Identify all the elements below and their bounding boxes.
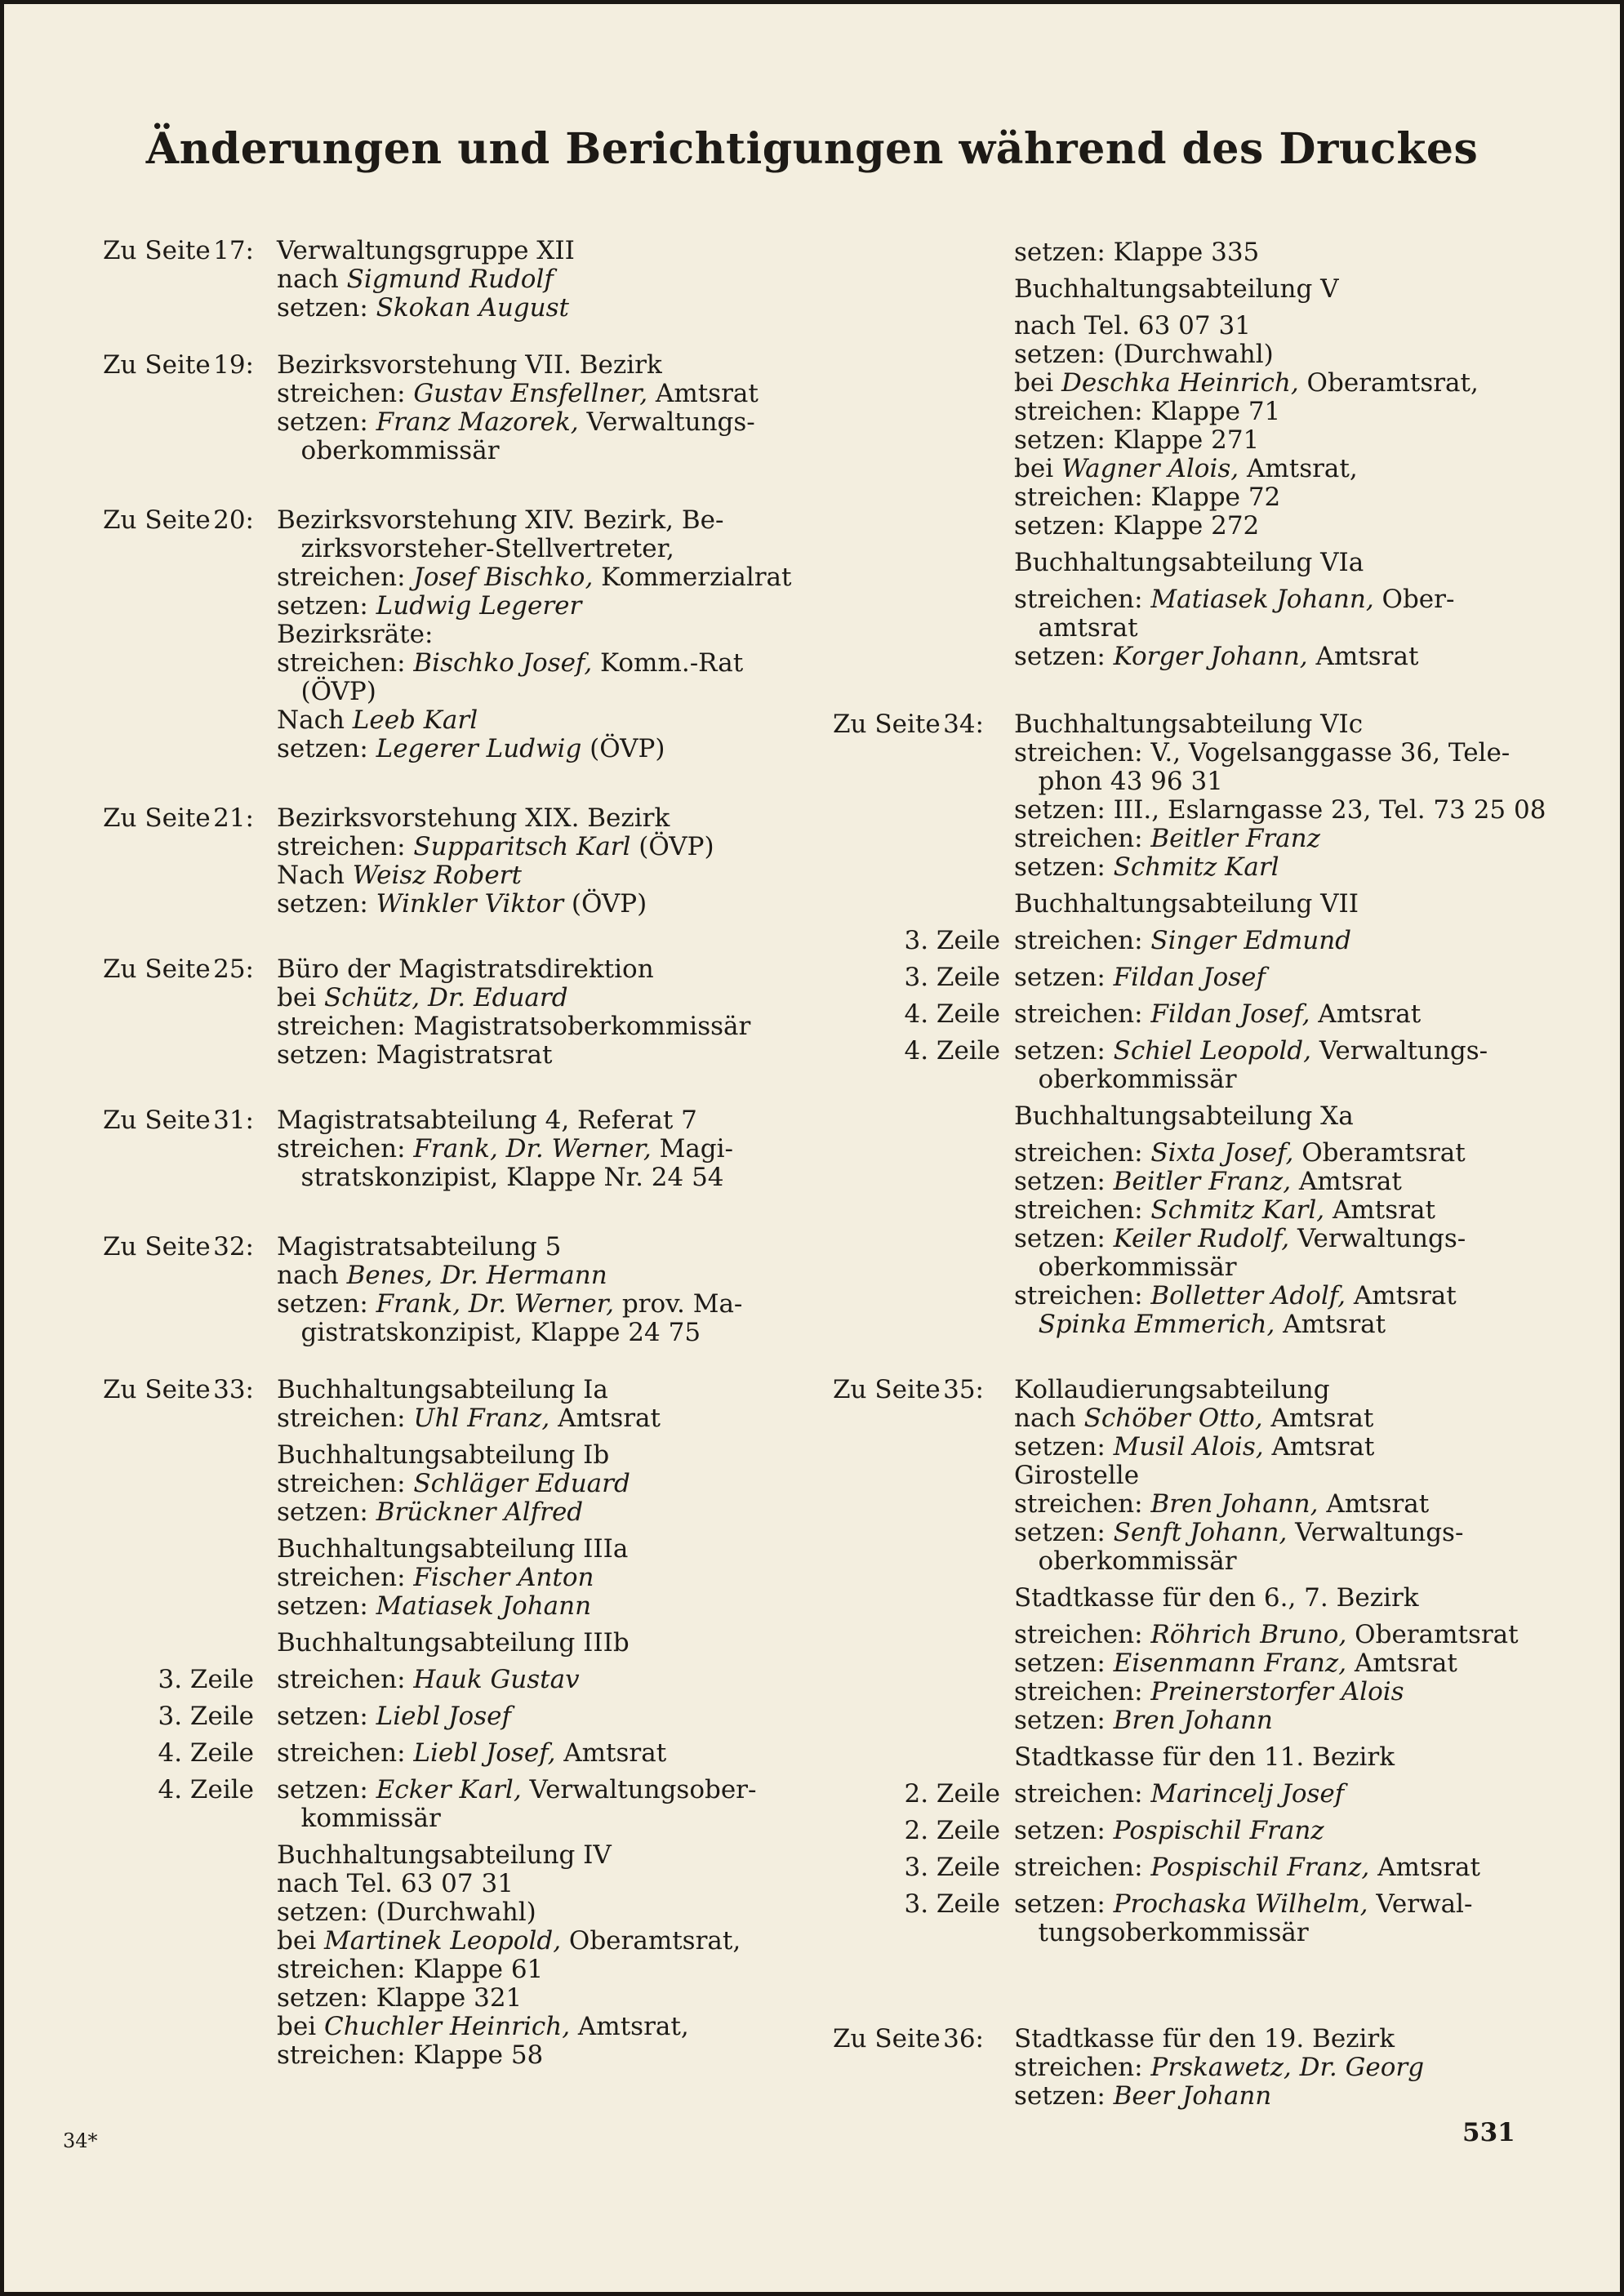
entry-line: streichen: Frank, Dr. Werner, Magi- bbox=[277, 1134, 734, 1164]
entry-line: setzen: Legerer Ludwig (ÖVP) bbox=[277, 734, 665, 763]
entry-line: Buchhaltungsabteilung Ia bbox=[277, 1375, 608, 1404]
name-text: Fischer Anton bbox=[413, 1563, 594, 1592]
entry-line: kommissär bbox=[277, 1804, 441, 1833]
name-text: Bren Johann, bbox=[1150, 1489, 1319, 1519]
name-text: Pospischil Franz bbox=[1113, 1816, 1324, 1845]
entry-line: Buchhaltungsabteilung VIa bbox=[1014, 548, 1364, 577]
entry-line: setzen: Fildan Josef bbox=[1014, 963, 1266, 992]
entry-line: streichen: Schmitz Karl, Amtsrat bbox=[1014, 1195, 1435, 1225]
entry-lines bbox=[277, 1233, 742, 1347]
entry-line: bei Wagner Alois, Amtsrat, bbox=[1014, 454, 1358, 483]
entry-line: streichen: V., Vogelsanggasse 36, Tele- bbox=[1014, 738, 1511, 768]
entry-line: Stadtkasse für den 19. Bezirk bbox=[1014, 2024, 1395, 2053]
page-reference: Zu Seite 31: bbox=[103, 1106, 254, 1135]
name-text: Ecker Karl, bbox=[376, 1775, 522, 1804]
name-text: Keiler Rudolf, bbox=[1113, 1224, 1290, 1253]
page-reference: Zu Seite 19: bbox=[103, 350, 254, 380]
entry-line: streichen: Matiasek Johann, Ober- bbox=[1014, 585, 1455, 614]
entry-line: streichen: Gustav Ensfellner, Amtsrat bbox=[277, 379, 759, 408]
name-text: Schmitz Karl, bbox=[1150, 1195, 1325, 1225]
name-text: Frank, Dr. Werner, bbox=[376, 1289, 614, 1319]
entry-line: streichen: Prskawetz, Dr. Georg bbox=[1014, 2053, 1425, 2082]
entry-line: streichen: Uhl Franz, Amtsrat bbox=[277, 1404, 661, 1433]
entry-line: streichen: Supparitsch Karl (ÖVP) bbox=[277, 832, 714, 861]
entry-line: streichen: Bren Johann, Amtsrat bbox=[1014, 1489, 1430, 1519]
entry-line: streichen: Klappe 71 bbox=[1014, 397, 1281, 426]
name-text: Brückner Alfred bbox=[376, 1497, 584, 1527]
entry-line: gistratskonzipist, Klappe 24 75 bbox=[277, 1318, 701, 1347]
line-reference: 4. Zeile bbox=[904, 999, 1000, 1029]
entry-line: streichen: Singer Edmund bbox=[1014, 926, 1352, 955]
name-text: Spinka Emmerich, bbox=[1038, 1310, 1275, 1339]
entry-line: setzen: Skokan August bbox=[277, 293, 569, 323]
entry-line: setzen: Beitler Franz, Amtsrat bbox=[1014, 1167, 1402, 1196]
entry-line: setzen: Brückner Alfred bbox=[277, 1497, 584, 1527]
entry-line: setzen: Magistratsrat bbox=[277, 1040, 553, 1070]
entry-line: Stadtkasse für den 6., 7. Bezirk bbox=[1014, 1583, 1419, 1613]
name-text: Matiasek Johann bbox=[376, 1591, 592, 1621]
entry-line: Büro der Magistratsdirektion bbox=[277, 954, 654, 984]
name-text: Beer Johann bbox=[1113, 2081, 1272, 2111]
entry-line: streichen: Beitler Franz bbox=[1014, 824, 1320, 853]
entry-lines bbox=[277, 506, 792, 763]
entry-lines bbox=[277, 955, 750, 1070]
name-text: Ludwig Legerer bbox=[376, 591, 582, 621]
entry-line: zirksvorsteher-Stellvertreter, bbox=[277, 534, 674, 563]
line-reference: 4. Zeile bbox=[158, 1738, 254, 1768]
name-text: Liebl Josef bbox=[376, 1702, 511, 1731]
entry-line: Bezirksräte: bbox=[277, 620, 434, 649]
entry-line: setzen: (Durchwahl) bbox=[1014, 340, 1274, 369]
name-text: Schläger Eduard bbox=[413, 1469, 630, 1498]
line-reference: 4. Zeile bbox=[158, 1775, 254, 1804]
entry-line: Buchhaltungsabteilung IIIb bbox=[277, 1628, 630, 1657]
name-text: Matiasek Johann, bbox=[1150, 585, 1374, 614]
entry-line: Spinka Emmerich, Amtsrat bbox=[1038, 1310, 1386, 1339]
entry-line: setzen: Schmitz Karl bbox=[1014, 852, 1279, 882]
entry-line: bei Martinek Leopold, Oberamtsrat, bbox=[277, 1926, 741, 1956]
entry-line: oberkommissär bbox=[1014, 1065, 1237, 1094]
entry-lines bbox=[277, 804, 714, 919]
entry-line: Buchhaltungsabteilung VIc bbox=[1014, 710, 1364, 739]
entry-line: streichen: Fischer Anton bbox=[277, 1563, 594, 1592]
line-reference: 4. Zeile bbox=[904, 1036, 1000, 1066]
entry-line: nach Tel. 63 07 31 bbox=[1014, 311, 1251, 340]
entry-line: amtsrat bbox=[1014, 613, 1138, 643]
entry-line: streichen: Fildan Josef, Amtsrat bbox=[1014, 999, 1422, 1029]
entry-line: setzen: III., Eslarngasse 23, Tel. 73 25 08 bbox=[1014, 795, 1546, 825]
entry-line: streichen: Bischko Josef, Komm.-Rat bbox=[277, 648, 744, 678]
line-reference: 2. Zeile bbox=[904, 1816, 1000, 1845]
line-reference: 3. Zeile bbox=[158, 1702, 254, 1731]
name-text: Benes, Dr. Hermann bbox=[346, 1261, 607, 1290]
page-reference: Zu Seite 25: bbox=[103, 954, 254, 984]
name-text: Prskawetz, Dr. Georg bbox=[1150, 2053, 1425, 2082]
name-text: Musil Alois, bbox=[1113, 1432, 1264, 1462]
name-text: Schütz, Dr. Eduard bbox=[323, 983, 568, 1012]
name-text: Marincelj Josef bbox=[1150, 1779, 1345, 1809]
entry-line: Nach Leeb Karl bbox=[277, 705, 478, 735]
page-reference: Zu Seite 35: bbox=[833, 1375, 984, 1404]
entry-line: setzen: Ludwig Legerer bbox=[277, 591, 582, 621]
page-number: 531 bbox=[1462, 2118, 1515, 2147]
page-reference: Zu Seite 34: bbox=[833, 710, 984, 739]
line-reference: 3. Zeile bbox=[904, 1853, 1000, 1882]
name-text: Wagner Alois, bbox=[1061, 454, 1239, 483]
entry-line: setzen: Bren Johann bbox=[1014, 1706, 1273, 1735]
name-text: Josef Bischko, bbox=[413, 563, 594, 592]
entry-line: oberkommissär bbox=[1014, 1546, 1237, 1576]
entry-line: Bezirksvorstehung XIX. Bezirk bbox=[277, 803, 670, 833]
name-text: Legerer Ludwig bbox=[376, 734, 582, 763]
name-text: Chuchler Heinrich, bbox=[323, 2012, 571, 2041]
name-text: Prochaska Wilhelm, bbox=[1113, 1889, 1368, 1919]
entry-line: Buchhaltungsabteilung VII bbox=[1014, 889, 1359, 919]
entry-line: bei Chuchler Heinrich, Amtsrat, bbox=[277, 2012, 689, 2041]
entry-line: streichen: Klappe 72 bbox=[1014, 483, 1281, 512]
entry-line: streichen: Preinerstorfer Alois bbox=[1014, 1677, 1404, 1706]
entry-line: streichen: Marincelj Josef bbox=[1014, 1779, 1345, 1809]
page-reference: Zu Seite 33: bbox=[103, 1375, 254, 1404]
entry-line: Kollaudierungsabteilung bbox=[1014, 1375, 1330, 1404]
name-text: Frank, Dr. Werner, bbox=[413, 1134, 652, 1164]
entry-lines bbox=[1014, 238, 1479, 671]
name-text: Singer Edmund bbox=[1150, 926, 1352, 955]
entry-lines bbox=[1014, 2025, 1424, 2111]
name-text: Fildan Josef bbox=[1113, 963, 1266, 992]
name-text: Gustav Ensfellner, bbox=[413, 379, 648, 408]
entry-line: oberkommissär bbox=[277, 436, 500, 465]
entry-line: Stadtkasse für den 11. Bezirk bbox=[1014, 1742, 1395, 1772]
document-page bbox=[4, 4, 1620, 2292]
entry-line: Buchhaltungsabteilung IV bbox=[277, 1840, 612, 1870]
name-text: Eisenmann Franz, bbox=[1113, 1649, 1347, 1678]
name-text: Franz Mazorek, bbox=[376, 407, 579, 437]
entry-line: streichen: Pospischil Franz, Amtsrat bbox=[1014, 1853, 1480, 1882]
name-text: Martinek Leopold, bbox=[323, 1926, 562, 1956]
entry-line: setzen: Franz Mazorek, Verwaltungs- bbox=[277, 407, 755, 437]
entry-line: nach Tel. 63 07 31 bbox=[277, 1869, 514, 1898]
entry-line: streichen: Schläger Eduard bbox=[277, 1469, 630, 1498]
name-text: Deschka Heinrich, bbox=[1061, 368, 1299, 398]
entry-line: setzen: Frank, Dr. Werner, prov. Ma- bbox=[277, 1289, 743, 1319]
name-text: Leeb Karl bbox=[352, 705, 478, 735]
entry-line: bei Schütz, Dr. Eduard bbox=[277, 983, 568, 1012]
name-text: Supparitsch Karl bbox=[413, 832, 631, 861]
entry-line: bei Deschka Heinrich, Oberamtsrat, bbox=[1014, 368, 1479, 398]
name-text: Bischko Josef, bbox=[413, 648, 593, 678]
entry-line: Buchhaltungsabteilung Xa bbox=[1014, 1101, 1354, 1131]
name-text: Bren Johann bbox=[1113, 1706, 1273, 1735]
name-text: Winkler Viktor bbox=[376, 889, 564, 919]
signature-mark: 34* bbox=[63, 2129, 98, 2152]
entry-line: Buchhaltungsabteilung IIIa bbox=[277, 1534, 629, 1564]
entry-line: setzen: Liebl Josef bbox=[277, 1702, 511, 1731]
entry-line: setzen: Klappe 272 bbox=[1014, 511, 1260, 541]
entry-line: Buchhaltungsabteilung V bbox=[1014, 274, 1339, 304]
name-text: Beitler Franz, bbox=[1113, 1167, 1292, 1196]
name-text: Fildan Josef, bbox=[1150, 999, 1310, 1029]
name-text: Pospischil Franz, bbox=[1150, 1853, 1370, 1882]
entry-line: streichen: Liebl Josef, Amtsrat bbox=[277, 1738, 667, 1768]
entry-line: phon 43 96 31 bbox=[1014, 767, 1223, 796]
page-reference: Zu Seite 21: bbox=[103, 803, 254, 833]
entry-line: setzen: (Durchwahl) bbox=[277, 1898, 536, 1927]
entry-line: Bezirksvorstehung XIV. Bezirk, Be- bbox=[277, 505, 724, 535]
entry-line: Verwaltungsgruppe XII bbox=[277, 236, 575, 265]
page-reference: Zu Seite 20: bbox=[103, 505, 254, 535]
entry-lines bbox=[277, 237, 575, 323]
name-text: Schmitz Karl bbox=[1113, 852, 1279, 882]
entry-line: Buchhaltungsabteilung Ib bbox=[277, 1440, 610, 1470]
entry-line: (ÖVP) bbox=[277, 677, 376, 706]
entry-line: nach Benes, Dr. Hermann bbox=[277, 1261, 607, 1290]
entry-line: setzen: Senft Johann, Verwaltungs- bbox=[1014, 1518, 1464, 1547]
entry-line: streichen: Klappe 61 bbox=[277, 1955, 544, 1984]
line-reference: 3. Zeile bbox=[904, 1889, 1000, 1919]
entry-line: streichen: Magistratsoberkommissär bbox=[277, 1012, 751, 1041]
entry-line: oberkommissär bbox=[1014, 1253, 1237, 1282]
line-reference: 3. Zeile bbox=[904, 926, 1000, 955]
page-reference: Zu Seite 17: bbox=[103, 236, 254, 265]
entry-line: setzen: Keiler Rudolf, Verwaltungs- bbox=[1014, 1224, 1466, 1253]
entry-line: Nach Weisz Robert bbox=[277, 861, 522, 890]
name-text: Bolletter Adolf, bbox=[1150, 1281, 1346, 1310]
entry-line: setzen: Winkler Viktor (ÖVP) bbox=[277, 889, 647, 919]
page-title: Änderungen und Berichtigungen während des Druckes bbox=[145, 124, 1479, 174]
entry-line: setzen: Schiel Leopold, Verwaltungs- bbox=[1014, 1036, 1488, 1066]
line-reference: 3. Zeile bbox=[904, 963, 1000, 992]
line-reference: 2. Zeile bbox=[904, 1779, 1000, 1809]
entry-line: setzen: Ecker Karl, Verwaltungsober- bbox=[277, 1775, 757, 1804]
entry-line: streichen: Hauk Gustav bbox=[277, 1665, 580, 1694]
name-text: Schöber Otto, bbox=[1083, 1404, 1263, 1433]
name-text: Beitler Franz bbox=[1150, 824, 1320, 853]
entry-line: streichen: Klappe 58 bbox=[277, 2040, 544, 2070]
entry-lines bbox=[277, 1106, 733, 1192]
entry-line: setzen: Korger Johann, Amtsrat bbox=[1014, 642, 1419, 671]
page-reference: Zu Seite 36: bbox=[833, 2024, 984, 2053]
name-text: Hauk Gustav bbox=[413, 1665, 580, 1694]
page-reference: Zu Seite 32: bbox=[103, 1232, 254, 1261]
line-reference: 3. Zeile bbox=[158, 1665, 254, 1694]
entry-line: streichen: Bolletter Adolf, Amtsrat bbox=[1014, 1281, 1457, 1310]
entry-line: setzen: Klappe 335 bbox=[1014, 238, 1260, 267]
name-text: Röhrich Bruno, bbox=[1150, 1620, 1347, 1649]
name-text: Korger Johann, bbox=[1113, 642, 1308, 671]
name-text: Preinerstorfer Alois bbox=[1150, 1677, 1404, 1706]
entry-line: setzen: Matiasek Johann bbox=[277, 1591, 592, 1621]
entry-line: Magistratsabteilung 4, Referat 7 bbox=[277, 1106, 697, 1135]
entry-line: Girostelle bbox=[1014, 1461, 1140, 1490]
name-text: Weisz Robert bbox=[352, 861, 522, 890]
entry-line: nach Sigmund Rudolf bbox=[277, 265, 554, 294]
name-text: Sigmund Rudolf bbox=[346, 265, 554, 294]
entry-line: streichen: Josef Bischko, Kommerzialrat bbox=[277, 563, 792, 592]
name-text: Skokan August bbox=[376, 293, 569, 323]
entry-line: setzen: Prochaska Wilhelm, Verwal- bbox=[1014, 1889, 1473, 1919]
name-text: Uhl Franz, bbox=[413, 1404, 550, 1433]
entry-line: setzen: Klappe 321 bbox=[277, 1983, 523, 2013]
entry-line: streichen: Sixta Josef, Oberamtsrat bbox=[1014, 1138, 1466, 1168]
entry-line: setzen: Eisenmann Franz, Amtsrat bbox=[1014, 1649, 1457, 1678]
name-text: Schiel Leopold, bbox=[1113, 1036, 1311, 1066]
name-text: Senft Johann, bbox=[1113, 1518, 1288, 1547]
entry-line: setzen: Musil Alois, Amtsrat bbox=[1014, 1432, 1375, 1462]
entry-line: setzen: Beer Johann bbox=[1014, 2081, 1272, 2111]
entry-line: Bezirksvorstehung VII. Bezirk bbox=[277, 350, 662, 380]
name-text: Liebl Josef, bbox=[413, 1738, 556, 1768]
entry-line: setzen: Klappe 271 bbox=[1014, 425, 1260, 455]
entry-lines bbox=[277, 351, 759, 465]
entry-line: tungsoberkommissär bbox=[1014, 1918, 1309, 1947]
entry-line: nach Schöber Otto, Amtsrat bbox=[1014, 1404, 1374, 1433]
entry-line: setzen: Pospischil Franz bbox=[1014, 1816, 1324, 1845]
entry-line: streichen: Röhrich Bruno, Oberamtsrat bbox=[1014, 1620, 1519, 1649]
name-text: Sixta Josef, bbox=[1150, 1138, 1294, 1168]
entry-line: stratskonzipist, Klappe Nr. 24 54 bbox=[277, 1163, 724, 1192]
entry-line: Magistratsabteilung 5 bbox=[277, 1232, 562, 1261]
